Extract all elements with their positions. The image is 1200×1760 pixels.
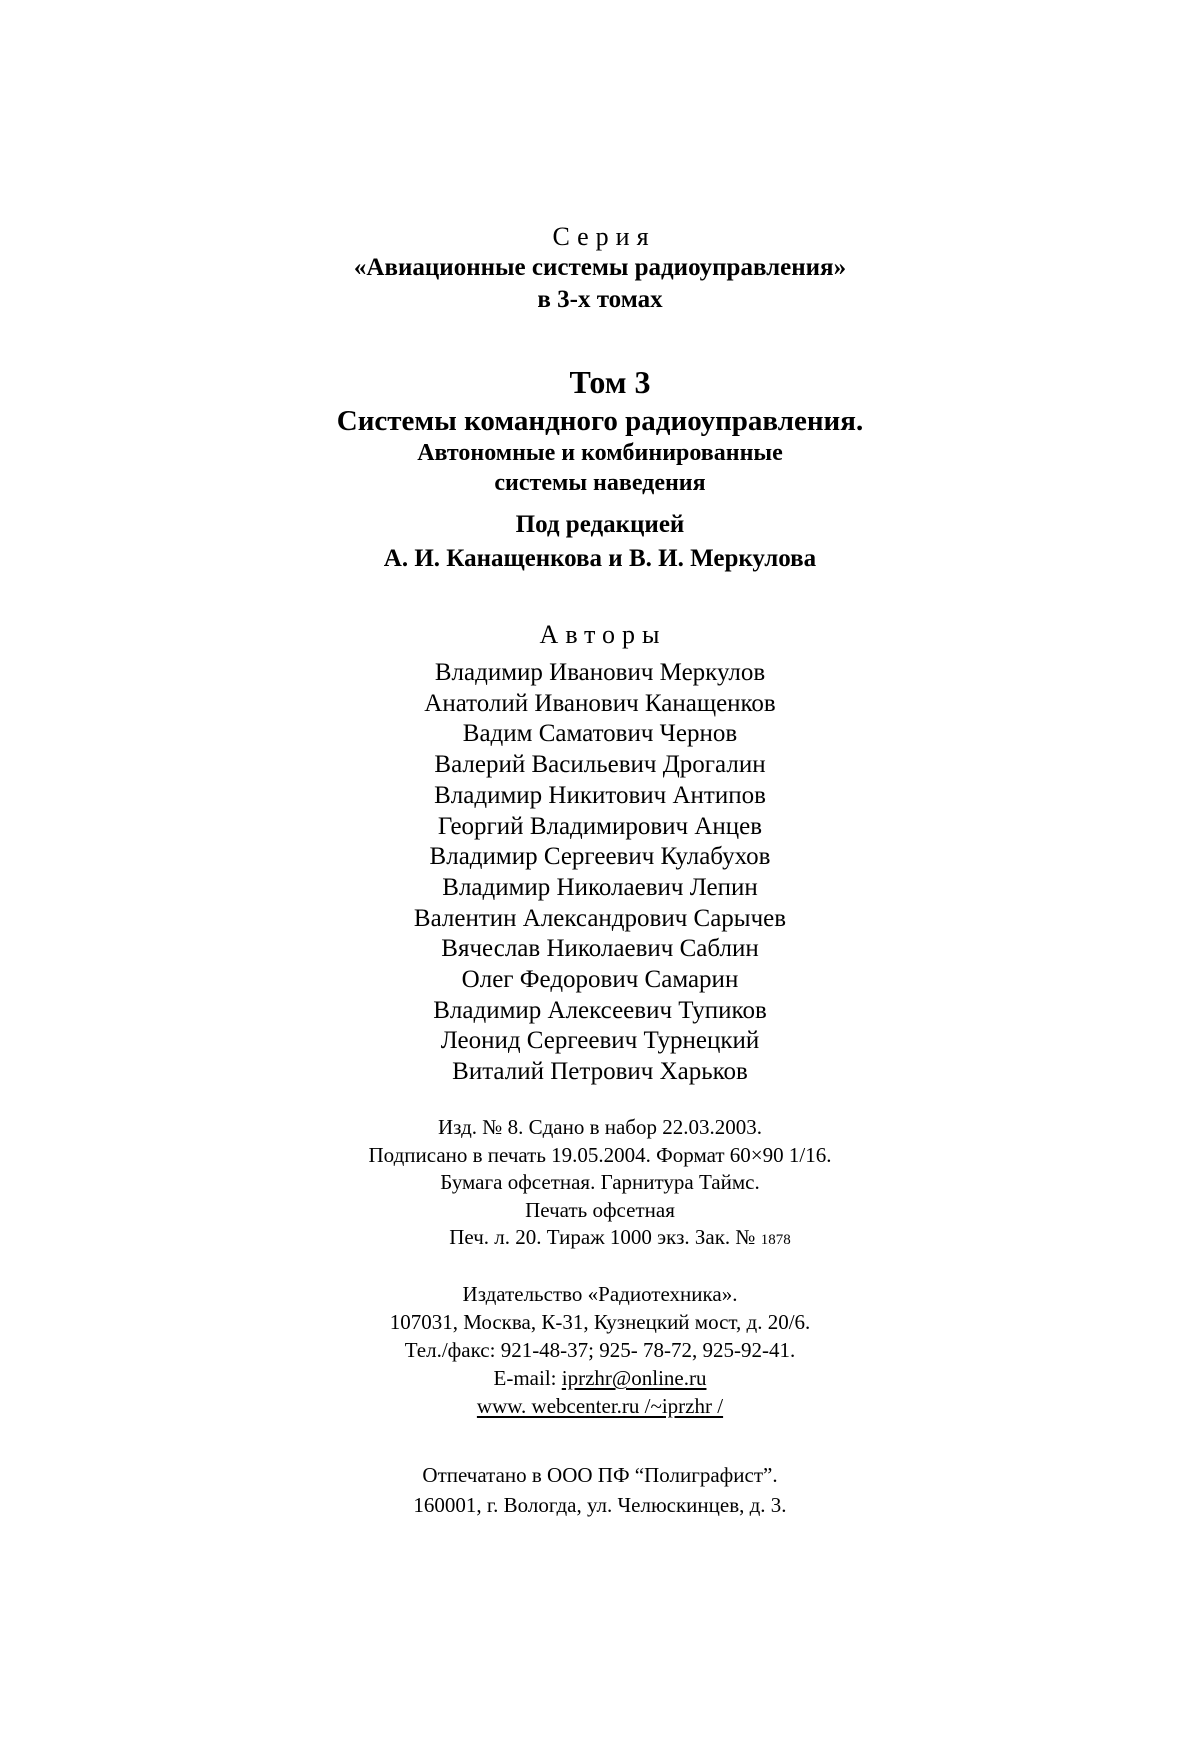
author-name: Вячеслав Николаевич Саблин — [441, 935, 759, 963]
volume-title: Системы командного радиоуправления. — [336, 405, 864, 437]
email-label: E-mail: — [493, 1366, 557, 1390]
series-title: «Авиационные системы радиоуправления» — [353, 254, 847, 281]
volume-block — [0, 360, 1200, 498]
imprint-block — [0, 1114, 1200, 1255]
printer-name: Отпечатано в ООО ПФ “Полиграфист”. — [422, 1463, 778, 1487]
editors-label: Под редакцией — [515, 511, 685, 538]
editors-block — [0, 508, 1200, 576]
authors-label: Авторы — [539, 620, 667, 649]
publisher-website-line — [0, 1392, 1200, 1420]
publisher-name: Издательство «Радиотехника». — [462, 1282, 738, 1306]
author-name: Владимир Николаевич Лепин — [442, 873, 758, 901]
author-name: Владимир Никитович Антипов — [434, 781, 766, 809]
author-name: Виталий Петрович Харьков — [452, 1058, 748, 1086]
author-name: Владимир Алексеевич Тупиков — [433, 996, 767, 1024]
website-link[interactable]: www. webcenter.ru /~iprzhr / — [476, 1394, 724, 1418]
printer-address: 160001, г. Вологда, ул. Челюскинцев, д. 3. — [413, 1493, 787, 1517]
imprint-print-line: Печать офсетная — [525, 1197, 675, 1222]
author-name: Валерий Васильевич Дрогалин — [434, 751, 766, 779]
imprint-paper-line: Бумага офсетная. Гарнитура Таймс. — [440, 1170, 760, 1194]
author-name: Олег Федорович Самарин — [461, 966, 739, 994]
author-name: Владимир Сергеевич Кулабухов — [429, 843, 771, 871]
imprint-edition-line: Изд. № 8. Сдано в набор 22.03.2003. — [438, 1115, 762, 1139]
printer-block — [0, 1460, 1200, 1520]
author-name: Леонид Сергеевич Турнецкий — [440, 1027, 760, 1055]
author-name: Вадим Саматович Чернов — [462, 720, 738, 748]
series-volumes-note: в 3-х томах — [537, 286, 663, 313]
editors-names: А. И. Канащенкова и В. И. Меркулова — [383, 545, 817, 572]
publisher-phones: Тел./факс: 921-48-37; 925- 78-72, 925-92-41. — [404, 1338, 796, 1362]
imprint-format-line: Подписано в печать 19.05.2004. Формат 60×90 1/16. — [368, 1142, 832, 1167]
author-name: Георгий Владимирович Анцев — [437, 812, 763, 840]
author-name: Владимир Иванович Меркулов — [434, 659, 766, 686]
series-block — [0, 222, 1200, 316]
volume-subtitle-2: системы наведения — [494, 470, 706, 496]
imprint-run-line — [40, 1224, 1200, 1255]
imprint-run-text: Печ. л. 20. Тираж 1000 экз. Зак. № — [449, 1225, 756, 1249]
volume-subtitle-1: Автономные и комбинированные — [417, 440, 783, 466]
volume-number: Том 3 — [569, 364, 651, 400]
author-name: Анатолий Иванович Канащенков — [424, 689, 776, 717]
author-name: Валентин Александрович Сарычев — [413, 904, 787, 932]
authors-block — [0, 618, 1200, 1088]
publisher-email-line — [0, 1364, 1200, 1392]
series-label: Серия — [552, 222, 656, 251]
publisher-address: 107031, Москва, К-31, Кузнецкий мост, д. 20/6. — [389, 1310, 811, 1334]
publisher-block — [0, 1280, 1200, 1420]
email-link[interactable]: iprzhr@online.ru — [561, 1366, 707, 1390]
order-number: 1878 — [760, 1232, 791, 1248]
